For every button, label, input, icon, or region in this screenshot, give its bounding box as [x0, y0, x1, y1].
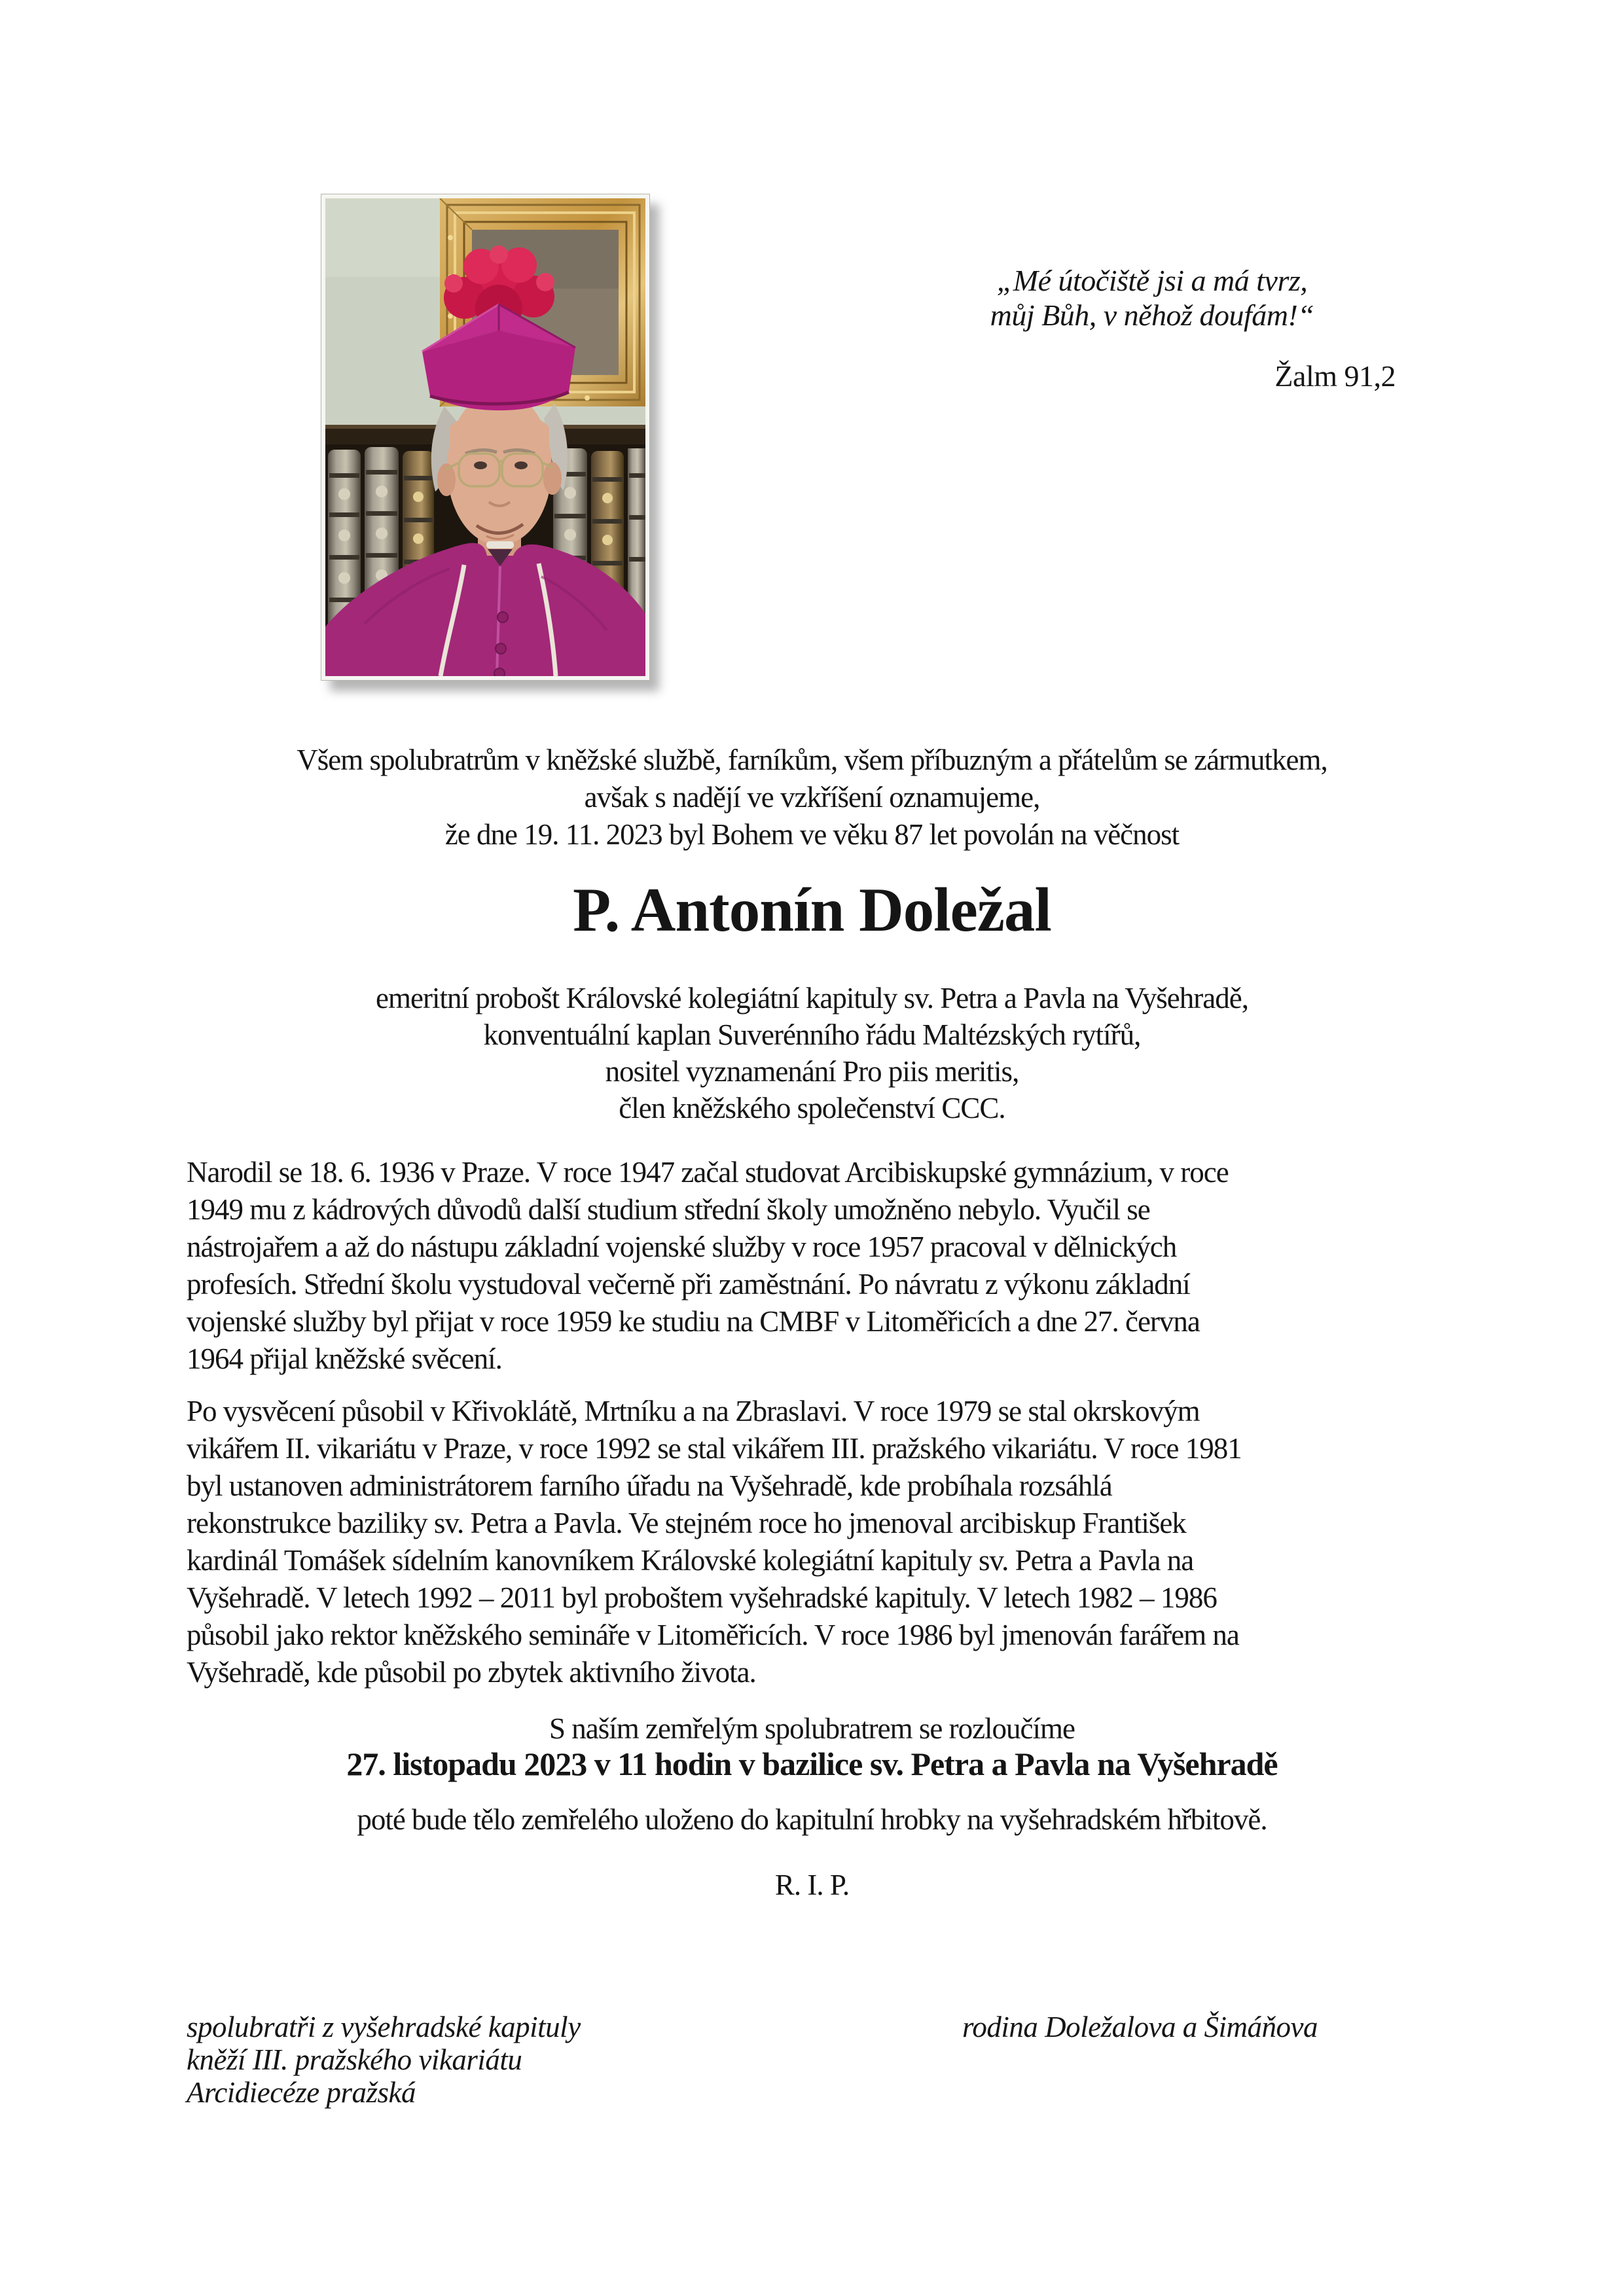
bio-line: kardinál Tomášek sídelním kanovníkem Královské kolegiátní kapituly sv. Petra a Pavla na: [187, 1544, 1194, 1577]
bio-line: profesích. Střední školu vystudoval večerně při zaměstnání. Po návratu z výkonu základní: [187, 1268, 1190, 1300]
signature-right: rodina Doležalova a Šimáňova: [962, 2011, 1318, 2043]
intro-line: Všem spolubratrům v kněžské službě, farníkům, všem příbuzným a přátelům se zármutkem,: [297, 744, 1327, 776]
title-line: konventuální kaplan Suverénního řádu Maltézských rytířů,: [483, 1018, 1141, 1051]
title-line: emeritní probošt Královské kolegiátní kapituly sv. Petra a Pavla na Vyšehradě,: [376, 982, 1248, 1014]
bio-line: Vyšehradě, kde působil po zbytek aktivního života.: [187, 1656, 756, 1689]
announcement-intro: [0, 742, 1624, 853]
signature-line: spolubratři z vyšehradské kapituly: [187, 2011, 581, 2043]
deceased-name: P. Antonín Doležal: [573, 875, 1051, 944]
bio-line: nástrojařem a až do nástupu základní vojenské služby v roce 1957 pracoval v dělnických: [187, 1230, 1177, 1263]
signature-line: kněží III. pražského vikariátu: [187, 2043, 522, 2076]
bio-line: Po vysvěcení působil v Křivoklátě, Mrtníku a na Zbraslavi. V roce 1979 se stal okrskovým: [187, 1395, 1200, 1427]
bio-line: rekonstrukce baziliky sv. Petra a Pavla. Ve stejném roce ho jmenoval arcibiskup František: [187, 1507, 1186, 1539]
title-line: člen kněžského společenství CCC.: [619, 1092, 1005, 1124]
portrait-photo: [321, 194, 650, 681]
psalm-quote-line: „Mé útočiště jsi a má tvrz,: [996, 264, 1308, 297]
bio-line: vojenské služby byl přijat v roce 1959 ke studiu na CMBF v Litoměřicích a dne 27. června: [187, 1305, 1200, 1338]
deceased-titles: [0, 980, 1624, 1126]
bio-line: působil jako rektor kněžského semináře v Litoměřicích. V roce 1986 byl jmenován farářem na: [187, 1619, 1239, 1651]
bio-line: 1964 přijal kněžské svěcení.: [187, 1342, 502, 1375]
bio-line: byl ustanoven administrátorem farního úřadu na Vyšehradě, kde probíhala rozsáhlá: [187, 1469, 1112, 1502]
funeral-datetime-line: 27. listopadu 2023 v 11 hodin v bazilice sv. Petra a Pavla na Vyšehradě: [346, 1746, 1278, 1782]
biography-paragraph-2: [187, 1393, 1242, 1691]
bio-line: 1949 mu z kádrových důvodů další studium střední školy umožněno nebylo. Vyučil se: [187, 1193, 1150, 1226]
title-line: nositel vyznamenání Pro piis meritis,: [605, 1055, 1019, 1088]
portrait-photo-illustration: [325, 198, 645, 676]
bio-line: vikářem II. vikariátu v Praze, v roce 1992 se stal vikářem III. pražského vikariátu. V roce 1981: [187, 1432, 1242, 1465]
burial-line: poté bude tělo zemřelého uloženo do kapitulní hrobky na vyšehradském hřbitově.: [357, 1803, 1267, 1836]
biography-paragraph-1: [187, 1154, 1229, 1378]
signature-left: [187, 2011, 581, 2109]
psalm-quote: [890, 263, 1414, 332]
farewell-line: S naším zemřelým spolubratrem se rozloučíme: [549, 1712, 1075, 1745]
bio-line: Vyšehradě. V letech 1992 – 2011 byl proboštem vyšehradské kapituly. V letech 1982 – 1986: [187, 1581, 1217, 1614]
psalm-reference: Žalm 91,2: [1274, 359, 1396, 393]
bio-line: Narodil se 18. 6. 1936 v Praze. V roce 1947 začal studovat Arcibiskupské gymnázium, v roce: [187, 1156, 1229, 1189]
intro-line: avšak s nadějí ve vzkříšení oznamujeme,: [584, 781, 1040, 814]
signature-line: Arcidiecéze pražská: [187, 2076, 416, 2109]
rip-line: R. I. P.: [774, 1869, 850, 1901]
psalm-quote-line: můj Bůh, v něhož doufám!“: [990, 298, 1314, 332]
intro-line: že dne 19. 11. 2023 byl Bohem ve věku 87 let povolán na věčnost: [444, 818, 1180, 851]
